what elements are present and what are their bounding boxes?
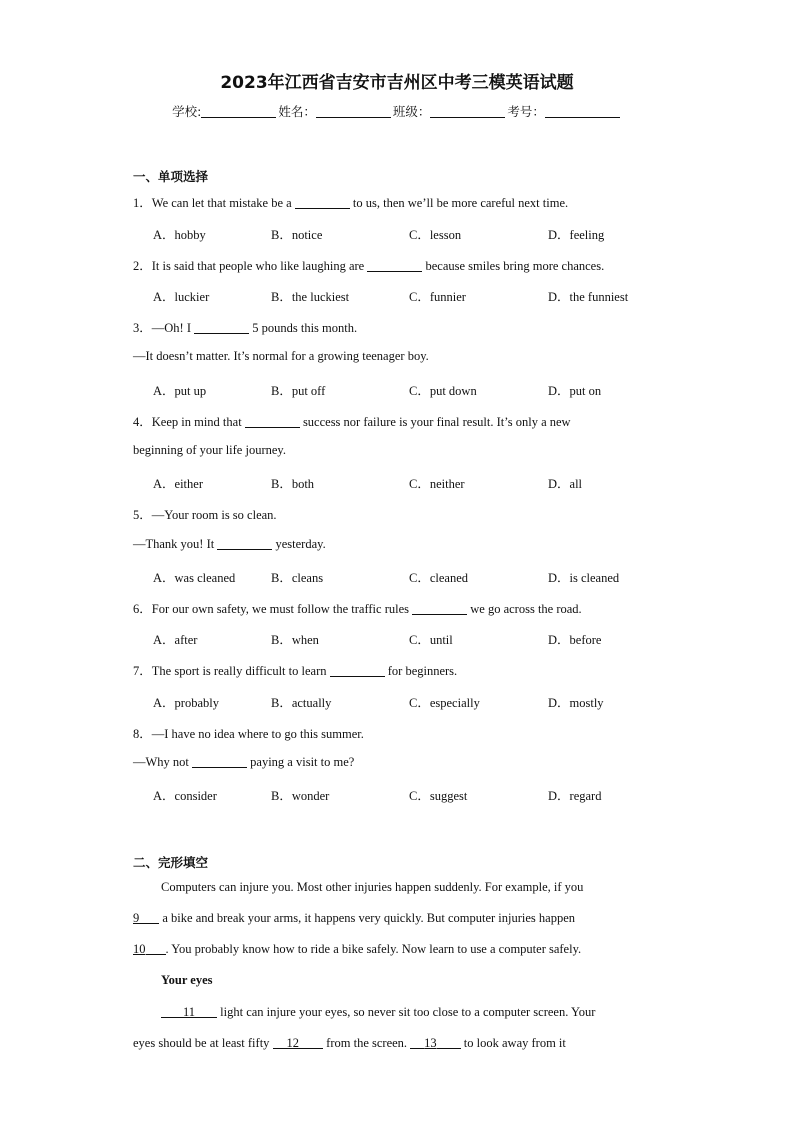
option-d[interactable]: D．put on <box>548 384 602 398</box>
page-title: 2023年江西省吉安市吉州区中考三模英语试题 <box>220 73 574 93</box>
option-c[interactable]: C．funnier <box>409 290 466 304</box>
answer-blank <box>412 602 467 615</box>
option-a[interactable]: A．probably <box>153 696 219 710</box>
answer-blank <box>245 415 300 428</box>
option-a[interactable]: A．either <box>153 477 203 491</box>
subheading-your-eyes: Your eyes <box>161 973 213 987</box>
blank-10: 10 <box>133 942 146 956</box>
option-d[interactable]: D．is cleaned <box>548 571 620 585</box>
cloze-paragraph-1-line-1: Computers can injure you. Most other injuries happen suddenly. For example, if you <box>161 880 584 894</box>
option-c[interactable]: C．neither <box>409 477 465 491</box>
option-d[interactable]: D．regard <box>548 789 602 803</box>
cloze-paragraph-1-line-3: 10 . You probably know how to ride a bike safely. Now learn to use a computer safely. <box>133 942 582 956</box>
option-c[interactable]: C．cleaned <box>409 571 469 585</box>
option-a[interactable]: A．consider <box>153 789 217 803</box>
option-c[interactable]: C．suggest <box>409 789 468 803</box>
answer-blank <box>330 664 385 677</box>
blank-12: 12 <box>286 1036 300 1050</box>
question-3-reply: —It doesn’t matter. It’s normal for a growing teenager boy. <box>133 349 429 363</box>
option-a[interactable]: A．put up <box>153 384 207 398</box>
question-1: 1．We can let that mistake be a to us, then we’ll be more careful next time. <box>133 196 569 210</box>
cloze-paragraph-1-line-2: 9 a bike and break your arms, it happens very quickly. But computer injuries happen <box>133 911 575 925</box>
option-b[interactable]: B．the luckiest <box>271 290 350 304</box>
option-d[interactable]: D．before <box>548 633 602 647</box>
option-b[interactable]: B．notice <box>271 228 323 242</box>
question-5: 5．—Your room is so clean. <box>133 508 277 522</box>
answer-blank <box>295 196 350 209</box>
option-a[interactable]: A．was cleaned <box>153 571 236 585</box>
option-c[interactable]: C．until <box>409 633 453 647</box>
option-d[interactable]: D．feeling <box>548 228 605 242</box>
question-8: 8．—I have no idea where to go this summer. <box>133 727 364 741</box>
student-info-line <box>0 102 794 120</box>
question-8-reply: —Why not paying a visit to me? <box>133 755 355 769</box>
option-d[interactable]: D．mostly <box>548 696 604 710</box>
name-blank <box>316 105 391 118</box>
class-blank <box>430 105 505 118</box>
option-c[interactable]: C．especially <box>409 696 480 710</box>
answer-blank <box>367 259 422 272</box>
option-b[interactable]: B．wonder <box>271 789 330 803</box>
option-a[interactable]: A．after <box>153 633 198 647</box>
cloze-paragraph-2-line-2: eyes should be at least fifty 12 from the screen. 13 to look away from it <box>133 1036 566 1050</box>
name-label: 姓名： <box>278 104 316 119</box>
school-blank <box>201 105 276 118</box>
question-7: 7．The sport is really difficult to learn for beginners. <box>133 664 458 678</box>
blank-13: 13 <box>424 1036 437 1050</box>
question-4-continued: beginning of your life journey. <box>133 443 286 457</box>
option-d[interactable]: D．all <box>548 477 583 491</box>
section-heading-cloze: 二、完形填空 <box>133 855 209 870</box>
blank-11: 11 <box>183 1005 196 1019</box>
question-5-reply: —Thank you! It yesterday. <box>133 537 326 551</box>
exam-no-blank <box>545 105 620 118</box>
option-a[interactable]: A．hobby <box>153 228 206 242</box>
option-b[interactable]: B．when <box>271 633 319 647</box>
class-label: 班级： <box>392 104 431 119</box>
question-3: 3．—Oh! I 5 pounds this month. <box>133 321 358 335</box>
question-2: 2．It is said that people who like laughing are because smiles bring more chances. <box>133 259 605 273</box>
question-4: 4．Keep in mind that success nor failure is your final result. It’s only a new <box>133 415 571 429</box>
answer-blank <box>194 321 249 334</box>
answer-blank <box>217 537 272 550</box>
question-6: 6．For our own safety, we must follow the traffic rules we go across the road. <box>133 602 582 616</box>
option-b[interactable]: B．put off <box>271 384 326 398</box>
blank-9: 9 <box>133 911 140 925</box>
option-d[interactable]: D．the funniest <box>548 290 629 304</box>
school-label: 学校: <box>172 104 202 119</box>
cloze-paragraph-2-line-1: 11 light can injure your eyes, so never sit too close to a computer screen. Your <box>161 1005 595 1020</box>
answer-blank <box>192 755 247 768</box>
exam-no-label: 考号： <box>507 104 545 119</box>
option-c[interactable]: C．lesson <box>409 228 462 242</box>
option-a[interactable]: A．luckier <box>153 290 210 304</box>
option-c[interactable]: C．put down <box>409 384 477 398</box>
section-heading-single-choice: 一、单项选择 <box>133 169 209 184</box>
option-b[interactable]: B．both <box>271 477 315 491</box>
option-b[interactable]: B．cleans <box>271 571 324 585</box>
option-b[interactable]: B．actually <box>271 696 332 710</box>
